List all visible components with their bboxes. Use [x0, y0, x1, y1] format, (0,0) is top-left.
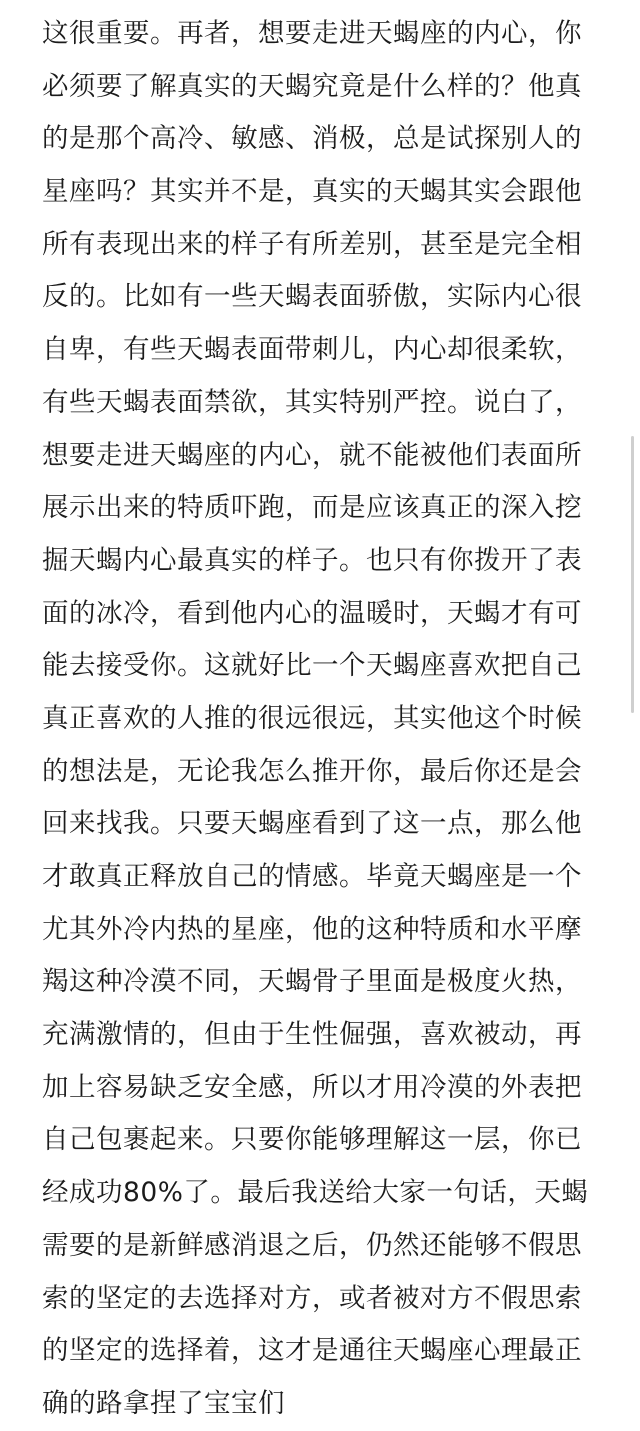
text-line: 星座吗？其实并不是，真实的天蝎其实会跟他: [42, 176, 582, 208]
text-line: 所有表现出来的样子有所差别，甚至是完全相: [42, 228, 582, 260]
text-line: 掘天蝎内心最真实的样子。也只有你拨开了表: [42, 544, 582, 576]
text-line: 这很重要。再者，想要走进天蝎座的内心，你: [42, 18, 582, 49]
text-line: 回来找我。只要天蝎座看到了这一点，那么他: [42, 808, 582, 840]
text-line: 能去接受你。这就好比一个天蝎座喜欢把自己: [42, 650, 582, 682]
text-line: 展示出来的特质吓跑，而是应该真正的深入挖: [42, 492, 582, 524]
text-line: 充满激情的，但由于生性倔强，喜欢被动，再: [42, 1019, 582, 1051]
text-line: 才敢真正释放自己的情感。毕竟天蝎座是一个: [42, 861, 582, 892]
text-line: 索的坚定的去选择对方，或者被对方不假思索: [42, 1282, 582, 1314]
text-line: 确的路拿捏了宝宝们: [42, 1387, 285, 1419]
text-line: 必须要了解真实的天蝎究竟是什么样的？他真: [42, 70, 582, 102]
text-line: 想要走进天蝎座的内心，就不能被他们表面所: [42, 439, 582, 471]
text-line: 的坚定的选择着，这才是通往天蝎座心理最正: [42, 1335, 582, 1367]
text-line: 反的。比如有一些天蝎表面骄傲，实际内心很: [42, 281, 582, 313]
text-line: 面的冰冷，看到他内心的温暖时，天蝎才有可: [42, 597, 582, 629]
text-line: 尤其外冷内热的星座，他的这种特质和水平摩: [42, 913, 582, 945]
text-line: 的想法是，无论我怎么推开你，最后你还是会: [42, 755, 582, 787]
text-line: 的是那个高冷、敏感、消极，总是试探别人的: [42, 123, 582, 155]
text-line: 自卑，有些天蝎表面带刺儿，内心却很柔软，: [42, 334, 582, 366]
text-line: 需要的是新鲜感消退之后，仍然还能够不假思: [42, 1229, 582, 1261]
article-text: [42, 8, 602, 1431]
text-line: 经成功80%了。最后我送给大家一句话，天蝎: [42, 1177, 589, 1209]
text-line: 自己包裹起来。只要你能够理解这一层，你已: [42, 1124, 582, 1156]
text-line: 真正喜欢的人推的很远很远，其实他这个时候: [42, 702, 582, 734]
vertical-scrollbar[interactable]: [631, 436, 634, 713]
text-line: 加上容易缺乏安全感，所以才用冷漠的外表把: [42, 1071, 582, 1103]
text-line: 羯这种冷漠不同，天蝎骨子里面是极度火热，: [42, 966, 582, 998]
text-line: 有些天蝎表面禁欲，其实特别严控。说白了，: [42, 386, 582, 418]
